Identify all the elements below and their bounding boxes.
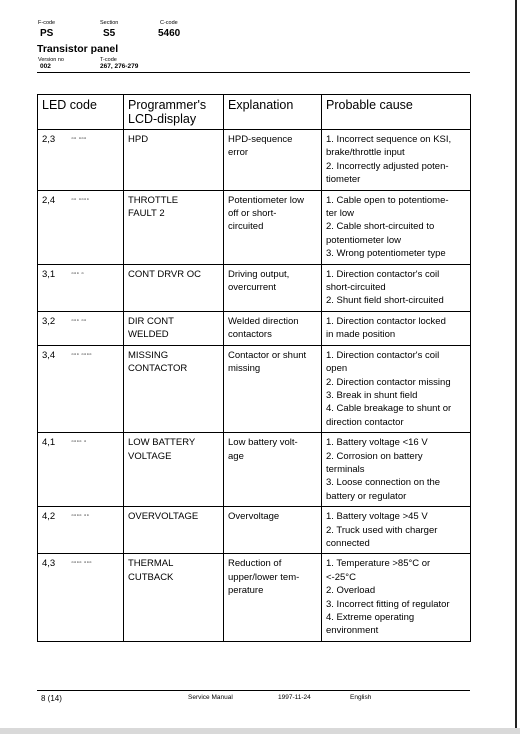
- header-lcd-display: [124, 95, 224, 130]
- probable-cause-cell: [322, 264, 471, 311]
- lcd-display-line: THERMAL: [128, 558, 174, 570]
- explanation-line: upper/lower tem-: [228, 571, 300, 583]
- lcd-display-line: THROTTLE: [128, 194, 179, 206]
- explanation-cell: [224, 507, 322, 554]
- lcd-display-line: MISSING: [128, 349, 169, 361]
- lcd-display-cell: [124, 190, 224, 264]
- table-row: [38, 264, 471, 311]
- lcd-display-line: HPD: [128, 134, 149, 145]
- footer-document-name: Service Manual: [188, 694, 233, 701]
- table-row: [38, 433, 471, 507]
- led-code-cell: 2,3: [38, 130, 68, 191]
- led-code-cell: 3,2: [38, 311, 68, 345]
- explanation-line: missing: [228, 363, 261, 375]
- led-code-cell: 4,3: [38, 554, 68, 641]
- table-row: [38, 345, 471, 432]
- explanation-line: error: [228, 147, 249, 159]
- probable-cause-line: potentiometer low: [326, 234, 401, 246]
- version-value: 002: [40, 63, 51, 70]
- section-value: S5: [103, 28, 116, 39]
- footer-language: English: [350, 694, 372, 701]
- led-blink-sequence: ▫▫▫▫ ▫▫▫: [68, 554, 124, 641]
- footer-rule: [37, 690, 470, 691]
- explanation-line: Welded direction: [228, 315, 299, 327]
- probable-cause-line: 2. Shunt field short-circuited: [326, 295, 444, 307]
- explanation-line: Overvoltage: [228, 511, 280, 523]
- probable-cause-line: <-25°C: [326, 571, 356, 583]
- probable-cause-line: ter low: [326, 208, 354, 220]
- probable-cause-line: 3. Wrong potentiometer type: [326, 248, 446, 260]
- lcd-display-cell: [124, 264, 224, 311]
- explanation-line: circuited: [228, 221, 264, 233]
- probable-cause-line: 3. Incorrect fitting of regulator: [326, 598, 450, 610]
- lcd-display-cell: [124, 433, 224, 507]
- probable-cause-line: 4. Extreme operating: [326, 612, 415, 623]
- header-rule: [37, 72, 470, 73]
- lcd-display-cell: [124, 507, 224, 554]
- explanation-cell: [224, 433, 322, 507]
- probable-cause-line: 1. Battery voltage <16 V: [326, 437, 428, 449]
- table-row: [38, 311, 471, 345]
- explanation-cell: [224, 130, 322, 191]
- lcd-display-line: CONTACTOR: [128, 363, 188, 375]
- explanation-line: HPD-sequence: [228, 134, 293, 145]
- explanation-cell: [224, 311, 322, 345]
- led-blink-sequence: ▫▫▫ ▫: [68, 264, 124, 311]
- probable-cause-line: 2. Incorrectly adjusted poten-: [326, 160, 449, 172]
- header-probable-cause: Probable cause: [322, 95, 471, 130]
- explanation-cell: [224, 345, 322, 432]
- version-label: Version no: [38, 57, 64, 63]
- led-code-cell: 2,4: [38, 190, 68, 264]
- probable-cause-line: 1. Direction contactor's coil: [326, 268, 440, 280]
- explanation-line: Driving output,: [228, 268, 290, 280]
- lcd-display-cell: [124, 345, 224, 432]
- table-row: [38, 507, 471, 554]
- lcd-display-line: VOLTAGE: [128, 450, 172, 462]
- lcd-display-line: LOW BATTERY: [128, 437, 196, 449]
- lcd-display-cell: [124, 130, 224, 191]
- explanation-line: off or short-: [228, 208, 277, 220]
- probable-cause-line: 2. Direction contactor missing: [326, 376, 451, 388]
- explanation-line: Potentiometer low: [228, 194, 305, 206]
- error-code-table: [37, 94, 471, 642]
- explanation-line: age: [228, 450, 244, 462]
- probable-cause-line: 3. Loose connection on the: [326, 477, 441, 489]
- probable-cause-line: 3. Break in shunt field: [326, 389, 418, 401]
- page-right-edge: [515, 0, 517, 734]
- explanation-line: Low battery volt-: [228, 437, 298, 449]
- probable-cause-cell: [322, 507, 471, 554]
- lcd-display-line: DIR CONT: [128, 315, 174, 327]
- footer-date: 1997-11-24: [278, 694, 311, 701]
- led-blink-sequence: ▫▫▫▫ ▫: [68, 433, 124, 507]
- ccode-value: 5460: [158, 28, 181, 39]
- probable-cause-line: 2. Truck used with charger: [326, 524, 438, 536]
- header-led-code: LED code: [38, 95, 124, 130]
- probable-cause-cell: [322, 554, 471, 641]
- probable-cause-cell: [322, 190, 471, 264]
- probable-cause-line: 1. Incorrect sequence on KSI,: [326, 134, 452, 145]
- probable-cause-line: 1. Direction contactor locked: [326, 315, 446, 327]
- probable-cause-cell: [322, 433, 471, 507]
- led-blink-sequence: ▫▫▫ ▫▫▫▫: [68, 345, 124, 432]
- lcd-display-line: CUTBACK: [128, 571, 174, 583]
- explanation-line: overcurrent: [228, 282, 277, 294]
- probable-cause-line: environment: [326, 625, 379, 637]
- header-lcd-line-2: LCD-display: [128, 112, 197, 126]
- probable-cause-line: terminals: [326, 463, 365, 475]
- probable-cause-line: battery or regulator: [326, 490, 407, 502]
- led-blink-sequence: ▫▫▫ ▫▫: [68, 311, 124, 345]
- table-header-row: [38, 95, 471, 130]
- probable-cause-line: 1. Direction contactor's coil: [326, 349, 440, 361]
- explanation-line: Reduction of: [228, 558, 282, 570]
- explanation-line: Contactor or shunt: [228, 349, 307, 361]
- lcd-display-line: CONT DRVR OC: [128, 268, 202, 280]
- lcd-display-cell: [124, 311, 224, 345]
- tcode-label: T-code: [100, 57, 117, 63]
- led-code-cell: 3,4: [38, 345, 68, 432]
- probable-cause-line: tiometer: [326, 174, 361, 186]
- explanation-line: perature: [228, 585, 264, 597]
- probable-cause-line: brake/throttle input: [326, 147, 405, 159]
- led-blink-sequence: ▫▫ ▫▫▫▫: [68, 190, 124, 264]
- lcd-display-cell: [124, 554, 224, 641]
- led-code-cell: 4,2: [38, 507, 68, 554]
- fcode-value: PS: [40, 28, 54, 39]
- page-number: 8 (14): [41, 694, 62, 703]
- led-blink-sequence: ▫▫ ▫▫▫: [68, 130, 124, 191]
- probable-cause-cell: [322, 311, 471, 345]
- probable-cause-cell: [322, 130, 471, 191]
- table-row: [38, 130, 471, 191]
- probable-cause-line: direction contactor: [326, 416, 404, 428]
- led-code-cell: 3,1: [38, 264, 68, 311]
- ccode-label: C-code: [160, 20, 178, 26]
- probable-cause-line: 1. Cable open to potentiome-: [326, 194, 449, 206]
- probable-cause-line: 1. Temperature >85°C or: [326, 558, 431, 570]
- explanation-line: contactors: [228, 329, 272, 341]
- header-lcd-line-1: Programmer's: [128, 98, 207, 112]
- section-label: Section: [100, 20, 119, 26]
- table-row: [38, 190, 471, 264]
- fcode-label: F-code: [38, 20, 56, 26]
- probable-cause-line: 1. Battery voltage >45 V: [326, 511, 428, 523]
- probable-cause-line: connected: [326, 537, 370, 549]
- lcd-display-line: FAULT 2: [128, 208, 165, 220]
- explanation-cell: [224, 554, 322, 641]
- probable-cause-line: 2. Corrosion on battery: [326, 450, 423, 462]
- tcode-value: 267, 276-279: [100, 63, 139, 70]
- explanation-cell: [224, 190, 322, 264]
- header-explanation: Explanation: [224, 95, 322, 130]
- document-title: Transistor panel: [37, 43, 119, 55]
- probable-cause-cell: [322, 345, 471, 432]
- led-blink-sequence: ▫▫▫▫ ▫▫: [68, 507, 124, 554]
- lcd-display-line: OVERVOLTAGE: [128, 511, 199, 523]
- led-code-cell: 4,1: [38, 433, 68, 507]
- table-row: [38, 554, 471, 641]
- lcd-display-line: WELDED: [128, 329, 169, 341]
- explanation-cell: [224, 264, 322, 311]
- probable-cause-line: open: [326, 363, 348, 375]
- probable-cause-line: short-circuited: [326, 282, 386, 294]
- probable-cause-line: 4. Cable breakage to shunt or: [326, 403, 452, 415]
- probable-cause-line: 2. Overload: [326, 585, 376, 597]
- table-body: [38, 130, 471, 642]
- page-bottom-edge: [0, 728, 520, 734]
- probable-cause-line: 2. Cable short-circuited to: [326, 221, 435, 233]
- probable-cause-line: in made position: [326, 329, 396, 341]
